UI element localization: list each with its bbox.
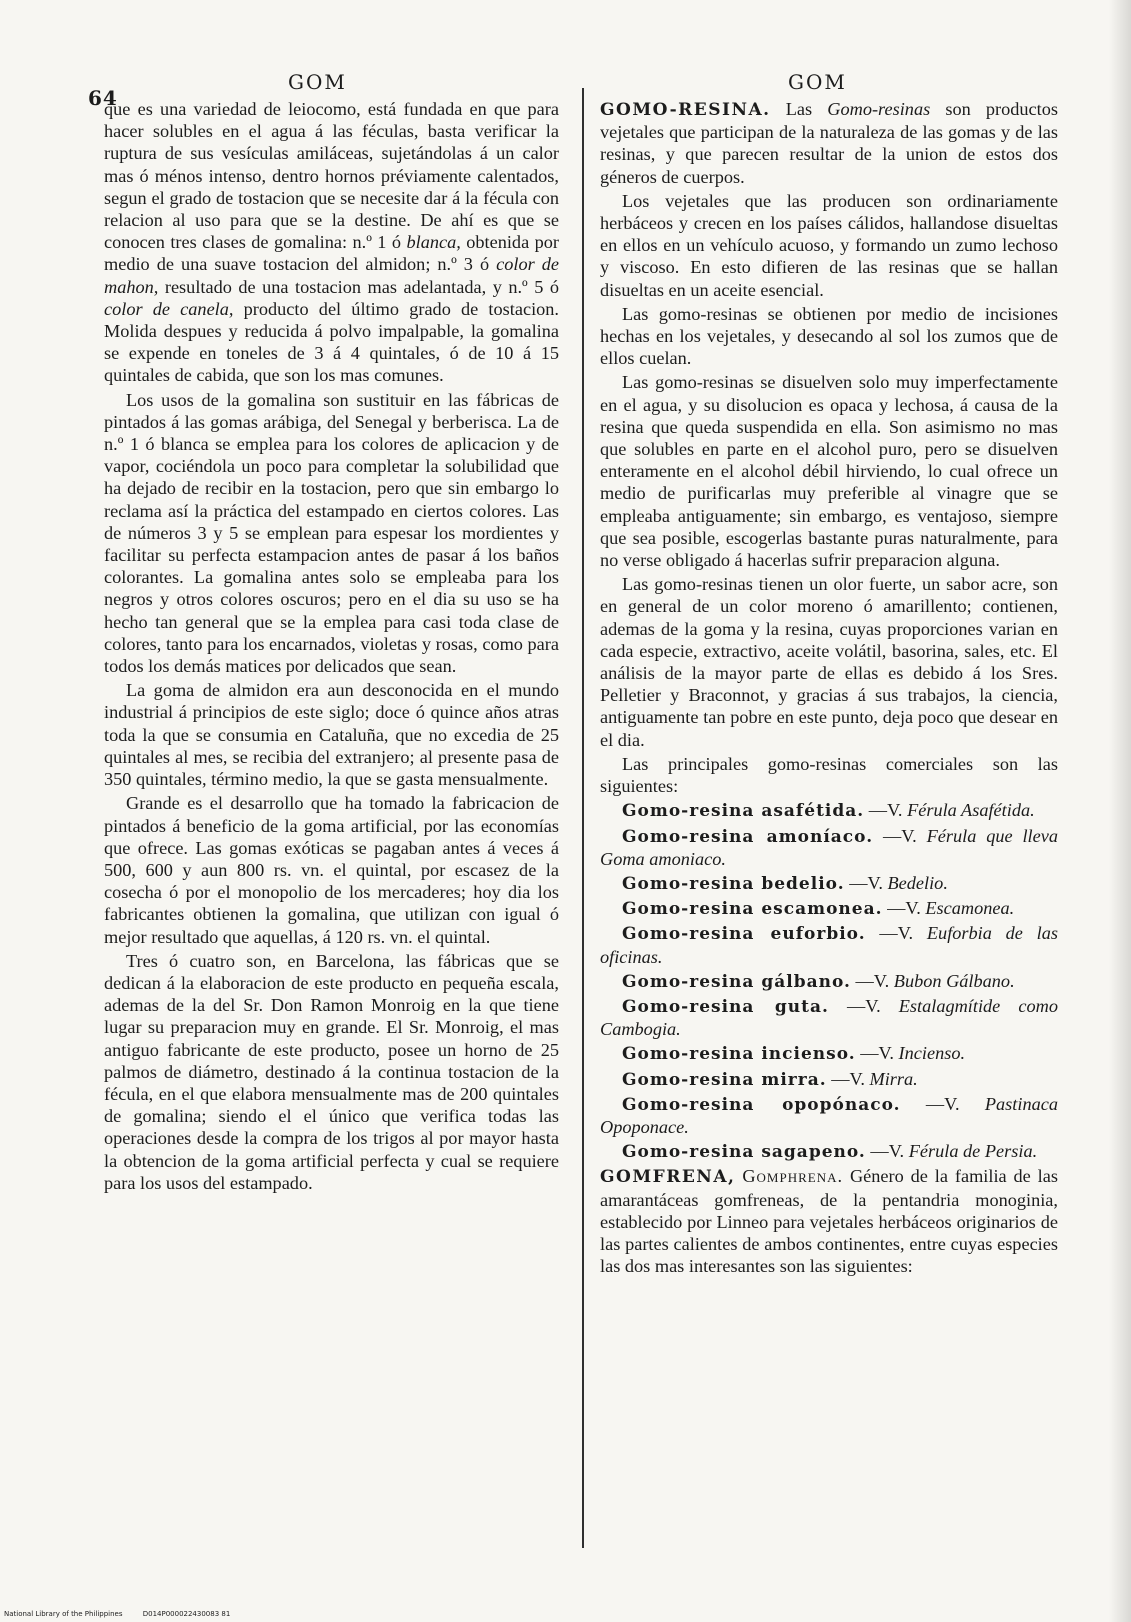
reference-target: Férula Asafétida. [907,800,1035,821]
subentry-name: Gomo-resina sagapeno. [622,1142,866,1163]
subentry-name: Gomo-resina asafétida. [622,801,865,822]
subentry-name: Gomo-resina incienso. [622,1044,856,1065]
cross-reference-entry [600,922,1058,967]
paragraph-principales: Las principales gomo-resinas comerciales son las siguientes: [600,753,1058,797]
reference-target: Incienso. [898,1043,966,1064]
reference-target: Mirra. [869,1068,918,1089]
paragraph-obtencion: Las gomo-resinas se obtienen por medio de incisiones hechas en los vejetales, y desecando al sol los zumos que de ellos cuelan. [600,303,1058,369]
entry-gomo-resina: GOMO-RESINA. Las Gomo-resinas son productos vejetales que participan de la naturaleza de las gomas y de las resinas, y que parecen resultar de la union de estos dos géneros de cuerpos. [600,99,1058,187]
subentry-name: Gomo-resina euforbio. [622,924,866,945]
cross-reference-entry [600,970,1058,993]
cross-reference-entry [600,1042,1058,1065]
cross-reference-entry [600,995,1058,1040]
see-reference: —V. [831,1068,865,1089]
subentry-name: Gomo-resina escamonea. [622,899,883,920]
footer-code: D014P000022430083 81 [142,1610,231,1618]
subentry-name: Gomo-resina gálbano. [622,971,851,992]
subentry-name: Gomo-resina amoníaco. [622,826,874,847]
subentry-name: Gomo-resina opopónaco. [622,1094,901,1115]
reference-target: Euforbia de las oficinas. [600,923,1059,967]
cross-reference-list [600,799,1058,1163]
page-number: 64 [88,86,118,110]
reference-target: Escamonea. [925,898,1015,919]
paragraph-desarrollo: Grande es el desarrollo que ha tomado la fabricacion de pintados á beneficio de la goma artificial, por las economías que ofrece. Las gomas exóticas se pagaban antes á veces á 500, 600 y aun 800 rs. vn. el quintal, por escasez de la cosecha ó por el monopolio de los mercaderes; hoy dia los fabricantes obtienen la gomalina, que utilizan con igual ó mejor resultado que aquellas, á 120 rs. vn. el quintal. [104,793,559,947]
subentry-name: Gomo-resina bedelio. [622,873,845,894]
see-reference: —V. [868,800,903,821]
reference-target: Férula que lleva Goma amoniaco. [600,825,1058,869]
reference-target: Pastinaca Opoponace. [600,1093,1058,1137]
right-column [600,98,1058,1279]
see-reference: —V. [887,898,921,919]
cross-reference-entry [600,897,1058,920]
see-reference: —V. [855,970,890,991]
see-reference: —V. [879,923,914,944]
see-reference: —V. [846,995,881,1016]
paragraph-goma-almidon: La goma de almidon era aun desconocida en el mundo industrial á principios de este siglo; doce ó quince años atras toda la que se consumia en Cataluña, que no excedia de 25 quintales al mes, se recibia del extranjero; al presente pasa de 350 quintales, término medio, la que se gasta mensualmente. [104,680,559,790]
paragraph-gomalina-tipos: que es una variedad de leiocomo, está fundada en que para hacer solubles en el agua á las féculas, basta verificar la ruptura de sus vesículas amiláceas, sujetándolas á un calor mas ó ménos intenso, dentro hornos préviamente calentados, segun el grado de tostacion que se necesite dar á la fécula con relacion al uso para que se la destine. De ahí es que se conocen tres clases de gomalina: n.º 1 ó blanca, obtenida por medio de una suave tostacion del almidon; n.º 3 ó color de mahon, resultado de una tostacion mas adelantada, y n.º 5 ó color de canela, producto del último grado de tostacion. Molida despues y reducida á polvo impalpable, la gomalina se expende en toneles de 3 á 4 quintales, ó de 10 á 15 quintales de cabida, que son los mas comunes. [104,99,560,386]
footer-library: National Library of the Philippines [4,1610,123,1618]
subentry-name: Gomo-resina mirra. [622,1069,827,1090]
scan-edge-shadow [1109,0,1131,1622]
paragraph-disolucion: Las gomo-resinas se disuelven solo muy imperfectamente en el agua, y su disolucion es opaca y lechosa, á causa de la resina que queda suspendida en ella. Son asimismo no mas que solubles en parte en el alcohol puro, pero se disuelven enteramente en el alcohol débil hirviendo, lo cual ofrece un medio de purificarlas muy preferible al vinagre que se empleaba antiguamente; sin embargo, es ventajoso, siempre que sea posible, escogerlas bastante puras naturalmente, para no verse obligado á hacerlas sufrir preparacion alguna. [600,372,1058,571]
cross-reference-entry [600,1068,1058,1091]
subentry-name: Gomo-resina guta. [622,996,829,1017]
paragraph-fabricas: Tres ó cuatro son, en Barcelona, las fábricas que se dedican á la elaboracion de este producto en pequeña escala, ademas de la del Sr. Don Ramon Monroig en la que tiene lugar su preparacion muy en grande. El Sr. Monroig, el mas antiguo fabricante de este producto, posee un horno de 25 palmos de diámetro, destinado á la continua tostacion de la fécula, en el que elabora mensualmente mas de 200 quintales de gomalina; siendo el el único que verifica todas las operaciones desde la compra de los trigos al por mayor hasta la obtencion de la goma artificial perfecta y cual se requiere para los usos del estampado. [104,950,559,1193]
paragraph-propiedades: Las gomo-resinas tienen un olor fuerte, un sabor acre, son en general de un color moreno ó amarillento; contienen, ademas de la goma y la resina, cuyas proporciones varian en cada especie, extractivo, aceite volátil, basorina, sales, etc. El análisis de la mayor parte de ellas es debido á los Sres. Pelletier y Braconnot, y gracias á sus trabajos, la ciencia, antiguamente tan pobre en este punto, deja poco que desear en el dia. [600,574,1058,750]
reference-target: Férula de Persia. [908,1141,1038,1162]
see-reference: —V. [870,1141,905,1162]
entry-headword: GOMFRENA, [600,1167,736,1188]
cross-reference-entry [600,799,1058,822]
see-reference: —V. [883,825,917,846]
entry-headword: GOMO-RESINA. [600,100,771,120]
see-reference: —V. [925,1093,960,1114]
running-header-right: GOM [788,70,847,94]
left-column [104,98,559,1196]
reference-target: Bedelio. [887,872,948,893]
cross-reference-entry [600,825,1058,870]
see-reference: —V. [860,1043,894,1064]
paragraph-gomalina-usos: Los usos de la gomalina son sustituir en las fábricas de pintados á las gomas arábiga, del Senegal y berberisca. La de n.º 1 ó blanca se emplea para los colores de aplicacion y de vapor, cociéndola un poco para completar la solubilidad que ha dejado de recibir en la tostacion, pero que sin embargo lo reclama así la práctica del estampado en ciertos colores. Las de números 3 y 5 se emplean para espesar los mordientes y facilitar su perfecta estampacion antes de pasar á los baños colorantes. La gomalina antes solo se empleaba para los negros y otros colores oscuros; pero en el dia su uso se ha hecho tan general que se la emplea para casi toda clase de colores, tanto para los encarnados, violetas y rosas, como para todos los demás matices por delicados que sean. [104,389,559,677]
entry-gomfrena: GOMFRENA, Gomphrena. Género de la familia de las amarantáceas gomfreneas, de la pentandria monoginia, establecido por Linneo para vejetales herbáceos originarios de las partes calientes de ambos continentes, entre cuyas especies las dos mas interesantes son las siguientes: [600,1166,1058,1277]
running-header-left: GOM [288,70,347,94]
cross-reference-entry [600,1093,1058,1138]
reference-target: Estalagmítide como Cambogia. [600,995,1058,1040]
column-divider [582,88,584,1548]
reference-target: Bubon Gálbano. [893,970,1015,991]
see-reference: —V. [849,872,883,893]
cross-reference-entry [600,872,1058,895]
cross-reference-entry [600,1140,1058,1163]
scan-footer [4,1610,248,1618]
paragraph-vejetales: Los vejetales que las producen son ordinariamente herbáceos y crecen en los países cálidos, hallandose disueltas en ellos en un vehículo acuoso, y formando un zumo lechoso y viscoso. En esto difieren de las resinas que se hallan disueltas en un aceite esencial. [600,190,1058,300]
